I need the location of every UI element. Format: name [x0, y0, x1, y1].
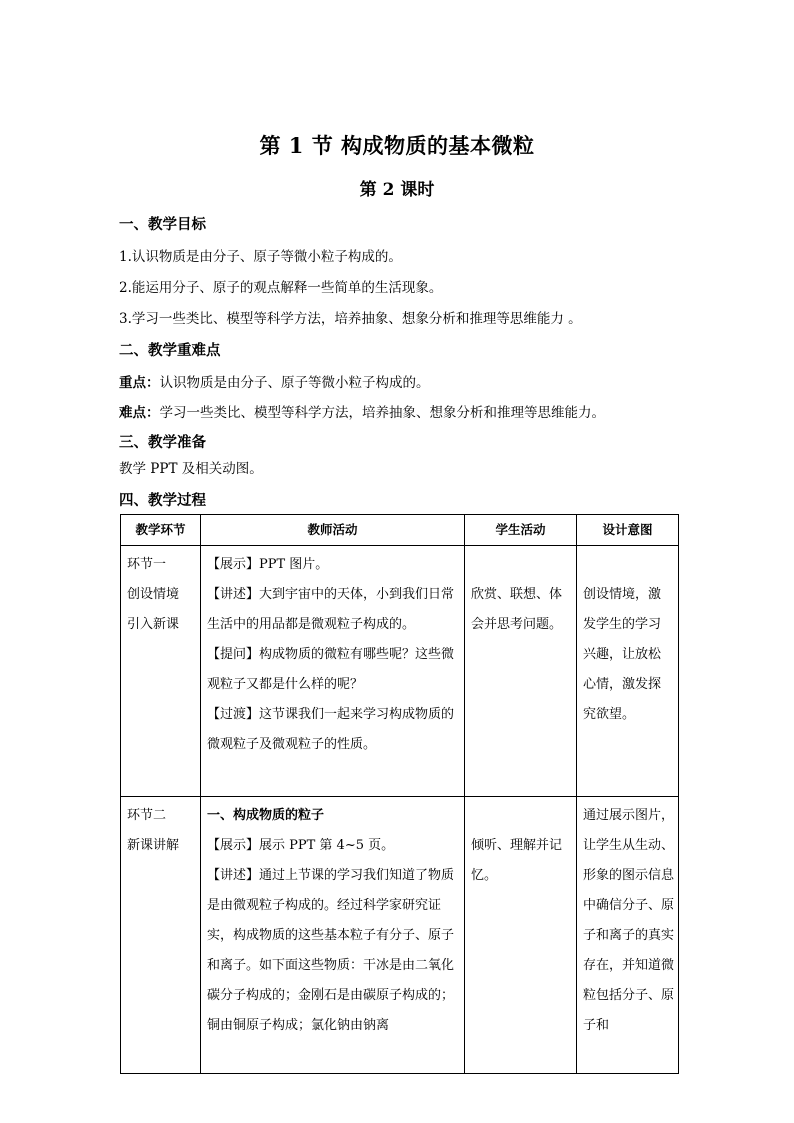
column-header-student: 学生活动	[465, 515, 577, 546]
page-title: 第 1 节 构成物质的基本微粒	[259, 133, 535, 158]
section-heading-keypoints: 二、教学重难点	[119, 342, 221, 359]
section-heading-preparation: 三、教学准备	[119, 434, 206, 451]
table-header-row	[121, 515, 679, 546]
section-heading-process: 四、教学过程	[119, 492, 206, 509]
key-point-text: 认识物质是由分子、原子等微小粒子构成的。	[159, 375, 430, 391]
difficult-point-label: 难点：	[119, 405, 160, 421]
cell-stage: 环节二 新课讲解	[121, 797, 201, 1074]
page-subtitle: 第 2 课时	[359, 180, 435, 200]
column-header-intent: 设计意图	[577, 515, 679, 546]
cell-teacher: 一、构成物质的粒子 【展示】展示 PPT 第 4~5 页。 【讲述】通过上节课的学习我们知道了物质是由微观粒子构成的。经过科学家研究证实，构成物质的这些基本粒子有分子、原子和离子。如下面这些物质：干冰是由二氧化碳分子构成的；金刚石是由碳原子构成的；铜由铜原子构成；氯化钠由钠离	[201, 797, 465, 1074]
section-heading-objectives: 一、教学目标	[119, 216, 206, 233]
cell-intent: 创设情境，激发学生的学习兴趣，让放松心情，激发探究欲望。	[577, 546, 679, 797]
column-header-stage: 教学环节	[121, 515, 201, 546]
teaching-process-table	[120, 514, 679, 1074]
difficult-point-text: 学习一些类比、模型等科学方法，培养抽象、想象分析和推理等思维能力。	[159, 405, 605, 421]
cell-student: 倾听、理解并记忆。	[465, 797, 577, 1074]
column-header-teacher: 教师活动	[201, 515, 465, 546]
table-row	[121, 546, 679, 797]
teacher-subheading: 一、构成物质的粒子	[207, 808, 325, 823]
table-row	[121, 797, 679, 1074]
cell-teacher: 【展示】PPT 图片。 【讲述】大到宇宙中的天体，小到我们日常生活中的用品都是微观粒子构成的。 【提问】构成物质的微粒有哪些呢？这些微观粒子又都是什么样的呢？ 【过渡】这节课我们一起来学习构成物质的微观粒子及微观粒子的性质。	[201, 546, 465, 797]
cell-student: 欣赏、联想、体会并思考问题。	[465, 546, 577, 797]
key-point-label: 重点：	[119, 375, 160, 391]
objective-item: 1.认识物质是由分子、原子等微小粒子构成的。	[119, 249, 402, 265]
difficult-point	[119, 401, 605, 421]
objective-item: 2.能运用分子、原子的观点解释一些简单的生活现象。	[119, 280, 443, 296]
key-point	[119, 371, 430, 391]
objective-item: 3.学习一些类比、模型等科学方法，培养抽象、想象分析和推理等思维能力 。	[119, 311, 582, 327]
cell-intent: 通过展示图片，让学生从生动、形象的图示信息中确信分子、原子和离子的真实存在，并知道微粒包括分子、原子和	[577, 797, 679, 1074]
cell-stage: 环节一 创设情境 引入新课	[121, 546, 201, 797]
preparation-text: 教学 PPT 及相关动图。	[119, 461, 263, 477]
